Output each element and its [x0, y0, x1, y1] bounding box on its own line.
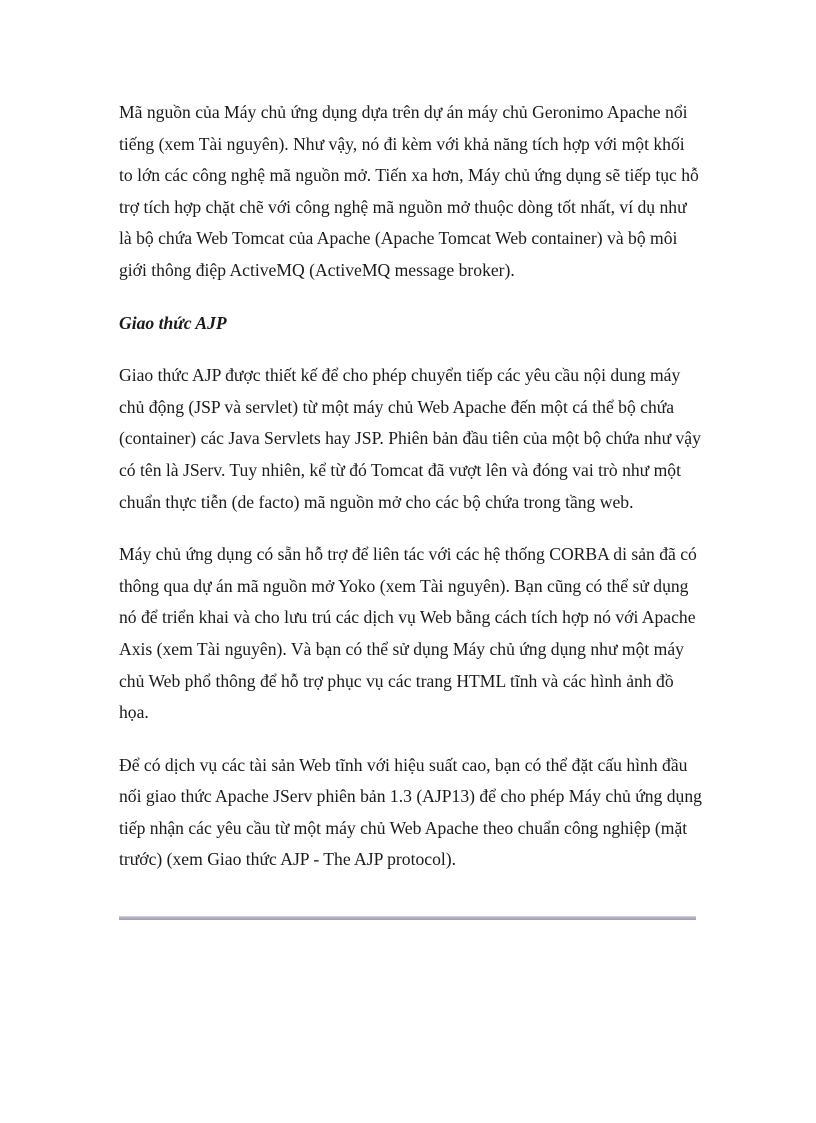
text-line: to lớn các công nghệ mã nguồn mở. Tiến xa hơn, Máy chủ ứng dụng sẽ tiếp tục hỗ: [119, 165, 699, 186]
text-line: (container) các Java Servlets hay JSP. Phiên bản đầu tiên của một bộ chứa như vậy: [119, 428, 701, 449]
text-line: là bộ chứa Web Tomcat của Apache (Apache Tomcat Web container) và bộ môi: [119, 228, 678, 249]
paragraph-geronimo: [119, 97, 699, 287]
text-line: có tên là JServ. Tuy nhiên, kể từ đó Tomcat đã vượt lên và đóng vai trò như một: [119, 459, 681, 480]
text-line: nó để triển khai và cho lưu trú các dịch vụ Web bằng cách tích hợp nó với Apache: [119, 607, 696, 628]
text-line: chuẩn thực tiễn (de facto) mã nguồn mở cho các bộ chứa trong tầng web.: [119, 491, 634, 512]
document-body: [119, 97, 702, 876]
text-line: Máy chủ ứng dụng có sẵn hỗ trợ để liên tác với các hệ thống CORBA di sản đã có: [119, 544, 697, 565]
text-line: Axis (xem Tài nguyên). Và bạn có thể sử dụng Máy chủ ứng dụng như một máy: [119, 638, 684, 659]
text-line: trợ tích hợp chặt chẽ với công nghệ mã nguồn mở thuộc dòng tốt nhất, ví dụ như: [119, 196, 687, 217]
text-line: tiếng (xem Tài nguyên). Như vậy, nó đi kèm với khả năng tích hợp với một khối: [119, 133, 685, 154]
paragraph-ajp-protocol: [119, 360, 699, 518]
text-line: giới thông điệp ActiveMQ (ActiveMQ message broker).: [119, 259, 515, 280]
horizontal-divider: [119, 916, 696, 920]
text-line: thông qua dự án mã nguồn mở Yoko (xem Tài nguyên). Bạn cũng có thể sử dụng: [119, 575, 689, 596]
text-line: trước) (xem Giao thức AJP - The AJP protocol).: [119, 849, 457, 870]
text-line: họa.: [119, 702, 149, 723]
paragraph-static-assets: [119, 750, 702, 876]
text-line: chủ Web phổ thông để hỗ trợ phục vụ các trang HTML tĩnh và các hình ảnh đồ: [119, 670, 674, 691]
text-line: tiếp nhận các yêu cầu từ một máy chủ Web Apache theo chuẩn công nghiệp (mặt: [119, 817, 688, 838]
text-line: chủ động (JSP và servlet) từ một máy chủ Web Apache đến một cá thể bộ chứa: [119, 396, 675, 417]
text-line: Mã nguồn của Máy chủ ứng dụng dựa trên dự án máy chủ Geronimo Apache nổi: [119, 102, 688, 122]
text-line: nối giao thức Apache JServ phiên bản 1.3 (AJP13) để cho phép Máy chủ ứng dụng: [119, 786, 702, 807]
text-line: Để có dịch vụ các tài sản Web tĩnh với hiệu suất cao, bạn có thể đặt cấu hình đầu: [119, 754, 688, 775]
section-heading-ajp: Giao thức AJP: [119, 312, 227, 333]
text-line: Giao thức AJP được thiết kế để cho phép chuyển tiếp các yêu cầu nội dung máy: [119, 365, 681, 386]
paragraph-corba: [119, 539, 699, 729]
